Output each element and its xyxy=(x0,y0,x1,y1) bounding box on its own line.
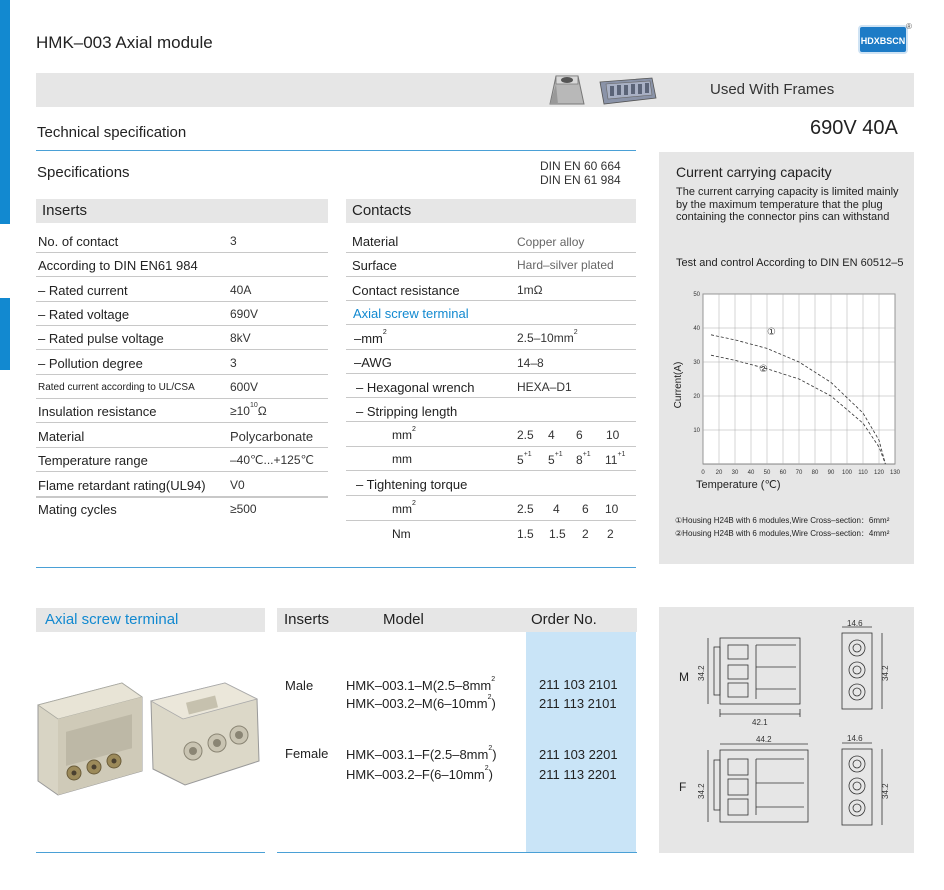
torque-mm2-text: mm xyxy=(392,502,412,516)
rating-label: 690V 40A xyxy=(810,117,898,139)
strip-mm-value-2-text: 5 xyxy=(548,453,555,467)
ccc-title: Current carrying capacity xyxy=(676,164,832,180)
strip-mm-label: mm xyxy=(392,452,412,466)
dim-m-end-height: 34.2 xyxy=(881,665,890,681)
insert-spec-label: – Rated voltage xyxy=(38,307,130,322)
surface-value: Hard–silver plated xyxy=(517,258,614,272)
chart-x-axis-label: Temperature (℃) xyxy=(696,479,781,491)
contact-material-value: Copper alloy xyxy=(517,235,585,249)
hood-image xyxy=(548,70,586,106)
strip-mm-value-1-text: 5 xyxy=(517,453,524,467)
torque-nm-value-1: 1.5 xyxy=(517,527,534,541)
insert-spec-label: – Pollution degree xyxy=(38,356,143,371)
tightening-torque-label: – Tightening torque xyxy=(356,477,468,492)
order-no-column-bg xyxy=(526,632,636,852)
col-inserts: Inserts xyxy=(284,611,330,628)
wire-mm-label xyxy=(354,331,387,346)
strip-mm-value-1 xyxy=(517,453,532,467)
col-model: Model xyxy=(383,611,424,628)
order-no-female-1: 211 103 2201 xyxy=(539,747,618,762)
contact-resistance-label: Contact resistance xyxy=(352,283,460,298)
axial-terminal-heading: Axial screw terminal xyxy=(36,608,265,632)
wire-mm-sup: 2 xyxy=(382,329,387,336)
insert-spec-label: Temperature range xyxy=(38,453,148,468)
insert-spec-value xyxy=(230,502,257,516)
torque-mm2-value-3: 6 xyxy=(582,502,589,516)
model-female-2-close: ) xyxy=(488,767,493,782)
contact-resistance-value: 1mΩ xyxy=(517,283,543,297)
torque-mm2-label xyxy=(392,502,416,516)
strip-mm-value-1-sup: +1 xyxy=(523,451,532,458)
insert-spec-value-text: 3 xyxy=(230,356,237,370)
chart-x-tick-label: 110 xyxy=(858,470,868,476)
insert-spec-value xyxy=(230,404,267,418)
ccc-description: The current carrying capacity is limited mainly by the maximum temperature that the plug containing the connector pins can withstand xyxy=(676,186,899,224)
chart-y-tick-label: 20 xyxy=(693,394,700,400)
torque-mm2-value-4: 10 xyxy=(605,502,619,516)
col-order-no: Order No. xyxy=(531,611,597,628)
brand-logo: HDXBSCN xyxy=(858,25,908,54)
ccc-footnote-2: ②Housing H24B with 6 modules,Wire Cross–section：4mm² xyxy=(675,529,890,538)
insert-spec-label: Material xyxy=(38,429,85,444)
insert-spec-value xyxy=(230,478,245,492)
insert-spec-value-text: 600V xyxy=(230,380,259,394)
divider xyxy=(346,276,636,277)
order-table-header xyxy=(277,608,637,632)
chart-x-tick-label: 100 xyxy=(841,470,853,476)
chart-x-tick-label: 80 xyxy=(811,470,819,476)
strip-mm2-value-2: 4 xyxy=(548,428,555,442)
ccc-footnote-1: ①Housing H24B with 6 modules,Wire Cross–section：6mm² xyxy=(675,516,890,525)
strip-mm2-value-1: 2.5 xyxy=(517,428,534,442)
order-no-female-2: 211 113 2201 xyxy=(539,767,617,782)
connector-photo xyxy=(32,675,272,800)
insert-spec-value-text: 40A xyxy=(230,283,252,297)
divider xyxy=(346,324,636,325)
insert-spec-label: Insulation resistance xyxy=(38,404,157,419)
divider xyxy=(346,520,636,521)
wire-mm-value-sup: 2 xyxy=(573,329,578,336)
wire-mm-value-text: 2.5–10mm xyxy=(517,331,574,345)
insert-spec-value-text: 8kV xyxy=(230,331,251,345)
divider xyxy=(277,852,637,853)
insert-spec-value-text: ≥10 xyxy=(230,404,250,418)
hex-wrench-value: HEXA–D1 xyxy=(517,380,572,394)
insert-spec-label: According to DIN EN61 984 xyxy=(38,258,198,273)
insert-spec-value-text: 3 xyxy=(230,234,237,248)
divider xyxy=(346,421,636,422)
inserts-header: Inserts xyxy=(36,199,328,223)
chart-x-tick-label: 50 xyxy=(763,470,771,476)
chart-series-label-1: ① xyxy=(767,326,776,338)
page-title: HMK–003 Axial module xyxy=(36,33,213,52)
chart-y-tick-label: 40 xyxy=(693,326,700,332)
model-male-2-sup: 2 xyxy=(487,694,492,701)
model-male-1-text: HMK–003.1–M(2.5–8mm xyxy=(346,678,492,693)
torque-nm-value-2: 1.5 xyxy=(549,527,566,541)
torque-nm-value-3: 2 xyxy=(582,527,589,541)
chart-x-tick-label: 30 xyxy=(731,470,739,476)
contact-material-label: Material xyxy=(352,234,399,249)
insert-spec-value xyxy=(230,429,313,444)
divider xyxy=(346,397,636,398)
dim-m-width: 14.6 xyxy=(847,619,863,628)
wire-mm-text: –mm xyxy=(354,331,383,346)
chart-x-tick-label: 20 xyxy=(715,470,723,476)
chart-x-tick-label: 40 xyxy=(747,470,755,476)
strip-mm-value-3-text: 8 xyxy=(576,453,583,467)
strip-mm-value-3-sup: +1 xyxy=(582,451,591,458)
model-female-2-text: HMK–003.2–F(6–10mm xyxy=(346,767,485,782)
model-male-2 xyxy=(346,696,496,711)
tech-spec-title: Technical specification xyxy=(37,124,187,141)
insert-spec-value-text: –40℃...+125℃ xyxy=(230,453,315,467)
strip-mm-value-4 xyxy=(605,453,625,467)
insert-spec-label: – Rated pulse voltage xyxy=(38,331,164,346)
torque-mm2-value-1: 2.5 xyxy=(517,502,534,516)
divider xyxy=(36,252,328,253)
divider xyxy=(36,349,328,350)
hex-wrench-label: – Hexagonal wrench xyxy=(356,380,475,395)
insert-spec-label: Rated current according to UL/CSA xyxy=(38,382,195,393)
dim-f-width: 14.6 xyxy=(847,734,863,743)
model-male-1 xyxy=(346,678,495,693)
divider xyxy=(36,497,328,498)
specifications-label: Specifications xyxy=(37,164,130,181)
model-female-2 xyxy=(346,767,493,782)
chart-x-tick-label: 0 xyxy=(701,470,705,476)
registered-mark: ® xyxy=(906,22,912,31)
model-male-1-sup: 2 xyxy=(491,676,496,683)
frame-image xyxy=(596,76,658,106)
torque-nm-label: Nm xyxy=(392,527,411,541)
dim-f-height: 34.2 xyxy=(697,783,706,799)
torque-mm2-sup: 2 xyxy=(412,500,416,507)
divider xyxy=(346,470,636,471)
ccc-test-note: Test and control According to DIN EN 60512–5 xyxy=(676,257,904,269)
divider xyxy=(346,373,636,374)
strip-mm-value-4-text: 11 xyxy=(605,453,618,467)
divider xyxy=(36,398,328,399)
insulation-unit: Ω xyxy=(257,404,267,418)
female-label: Female xyxy=(285,746,329,761)
chart-y-tick-label: 10 xyxy=(693,428,700,434)
divider xyxy=(36,471,328,472)
chart-series-label-2: ② xyxy=(759,364,768,376)
dim-f-length: 44.2 xyxy=(756,735,772,744)
divider xyxy=(36,276,328,277)
insert-spec-value xyxy=(230,356,237,370)
chart-y-tick-label: 30 xyxy=(693,360,700,366)
side-tab-middle xyxy=(0,298,10,370)
model-male-2-text: HMK–003.2–M(6–10mm xyxy=(346,696,488,711)
divider xyxy=(36,567,636,568)
surface-label: Surface xyxy=(352,258,397,273)
insert-spec-label: – Rated current xyxy=(38,283,128,298)
insert-spec-label: Flame retardant rating(UL94) xyxy=(38,478,206,493)
torque-nm-value-4: 2 xyxy=(607,527,614,541)
chart-x-tick-label: 130 xyxy=(889,470,901,476)
ccc-chart xyxy=(668,284,908,494)
insert-spec-value xyxy=(230,331,251,345)
strip-mm-value-4-sup: +1 xyxy=(617,451,626,458)
din-standard-1: DIN EN 60 664 xyxy=(540,159,621,173)
insert-spec-value xyxy=(230,380,258,394)
chart-x-tick-label: 60 xyxy=(779,470,787,476)
insert-spec-label: No. of contact xyxy=(38,234,119,249)
din-standard-2: DIN EN 61 984 xyxy=(540,173,621,187)
insulation-exponent: 10 xyxy=(249,402,258,409)
strip-mm-value-3 xyxy=(576,453,591,467)
din-standards xyxy=(540,159,621,187)
order-no-male-2: 211 113 2101 xyxy=(539,696,617,711)
drawing-m-label: M xyxy=(679,670,689,684)
axial-terminal-label: Axial screw terminal xyxy=(353,306,469,321)
model-female-2-sup: 2 xyxy=(484,765,489,772)
strip-mm2-text: mm xyxy=(392,428,412,442)
model-male-2-close: ) xyxy=(491,696,496,711)
insert-spec-label: Mating cycles xyxy=(38,502,117,517)
divider xyxy=(36,422,328,423)
divider xyxy=(36,150,636,151)
strip-mm2-value-4: 10 xyxy=(606,428,620,442)
model-female-1-close: ) xyxy=(492,747,497,762)
divider xyxy=(36,447,328,448)
drawing-f-label: F xyxy=(679,780,687,794)
insert-spec-value xyxy=(230,307,258,321)
insert-spec-value-text: V0 xyxy=(230,478,245,492)
model-female-1-text: HMK–003.1–F(2.5–8mm xyxy=(346,747,489,762)
strip-mm2-sup: 2 xyxy=(412,426,416,433)
divider xyxy=(36,852,265,853)
torque-mm2-value-2: 4 xyxy=(553,502,560,516)
side-tab-top xyxy=(0,0,10,224)
insert-spec-value-text: 690V xyxy=(230,307,259,321)
awg-label: –AWG xyxy=(354,355,392,370)
chart-y-tick-label: 50 xyxy=(693,292,700,298)
dim-m-height: 34.2 xyxy=(697,665,706,681)
divider xyxy=(346,300,636,301)
strip-mm2-label xyxy=(392,428,416,442)
dim-m-length: 42.1 xyxy=(752,718,768,727)
divider xyxy=(36,374,328,375)
divider xyxy=(346,446,636,447)
frames-label: Used With Frames xyxy=(710,81,835,98)
wire-mm-value xyxy=(517,331,578,345)
divider xyxy=(346,349,636,350)
stripping-length-label: – Stripping length xyxy=(356,404,458,419)
strip-mm2-value-3: 6 xyxy=(576,428,583,442)
insert-spec-value-text: ≥500 xyxy=(230,502,257,516)
awg-value: 14–8 xyxy=(517,356,544,370)
strip-mm-value-2-sup: +1 xyxy=(554,451,563,458)
chart-x-tick-label: 120 xyxy=(873,470,885,476)
dim-f-end-height: 34.2 xyxy=(881,783,890,799)
model-female-1 xyxy=(346,747,497,762)
order-no-male-1: 211 103 2101 xyxy=(539,677,618,692)
model-female-1-sup: 2 xyxy=(488,745,493,752)
divider xyxy=(346,495,636,496)
chart-x-tick-label: 70 xyxy=(795,470,803,476)
strip-mm-value-2 xyxy=(548,453,563,467)
chart-x-tick-label: 90 xyxy=(827,470,835,476)
dimension-drawing xyxy=(697,617,910,849)
insert-spec-value-text: Polycarbonate xyxy=(230,429,314,444)
male-label: Male xyxy=(285,678,314,693)
divider xyxy=(36,325,328,326)
chart-y-axis-label: Current(A) xyxy=(673,361,684,409)
insert-spec-value xyxy=(230,283,251,297)
insert-spec-value xyxy=(230,234,237,248)
divider xyxy=(346,252,636,253)
divider xyxy=(36,301,328,302)
insert-spec-value xyxy=(230,453,314,467)
contacts-header: Contacts xyxy=(346,199,636,223)
